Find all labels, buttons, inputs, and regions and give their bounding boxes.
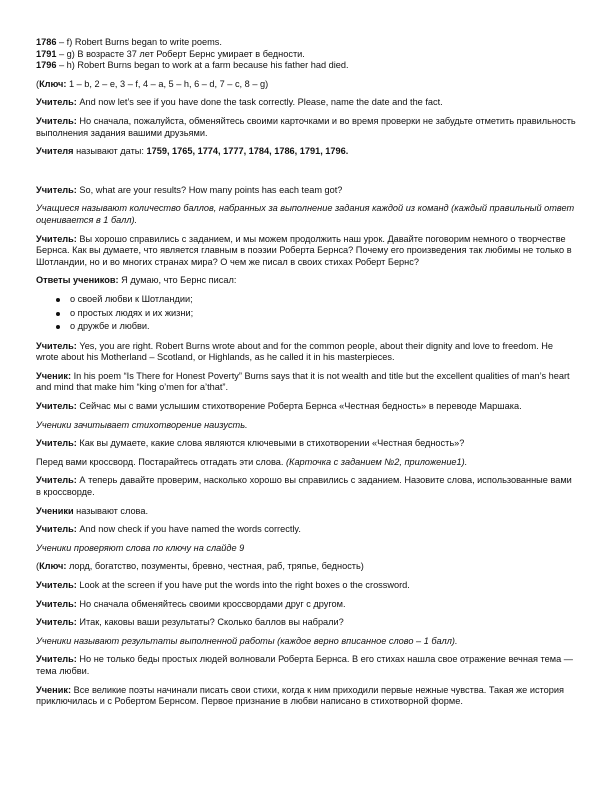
students-line: Ученики называют слова. (36, 505, 149, 516)
teacher-line: Учитель: Но сначала, пожалуйста, обменяйтесь своими карточками и во время проверки не забудьте отметить правильность выполнения задания вашими друзьями. (36, 115, 576, 138)
date-line-1786 (36, 37, 578, 49)
date-fact: – h) Robert Burns began to work at a farm because his father had died. (56, 60, 349, 71)
students-answer-line: Ответы учеников: Я думаю, что Бернс писал: (36, 275, 237, 286)
key-label: Ключ: (39, 561, 67, 572)
bullet-list (36, 294, 578, 333)
stage-direction: Ученики проверяют слова по ключу на слайде 9 (36, 542, 245, 553)
speaker-label: Учитель: (36, 580, 77, 590)
date-line-1796 (36, 60, 578, 72)
stage-direction: Ученики зачитывает стихотворение наизусть. (36, 419, 248, 430)
speaker-label: Учитель: (36, 97, 77, 108)
teacher-line: Учитель: So, what are your results? How many points has each team got? (36, 184, 343, 195)
speaker-label: Ответы учеников: (36, 275, 119, 286)
instruction-line: Перед вами кроссворд. Постарайтесь отгадать эти слова. (Карточка с заданием №2, приложение1). (36, 456, 468, 467)
card-reference: (Карточка с заданием №2, приложение1). (285, 456, 468, 467)
teacher-line: Учитель: А теперь давайте проверим, насколько хорошо вы справились с заданием. Назовите слова, использованные вами в кроссворде. (36, 475, 572, 498)
speaker-label: Учитель: (36, 598, 77, 609)
speaker-label: Учитель: (36, 617, 77, 628)
student-line: Ученик: Все великие поэты начинали писать свои стихи, когда к ним приходили первые нежные чувства. Такая же история приключилась и с Робертом Бернсом. Первое признание в любви написано в стихотворной форме. (36, 684, 564, 707)
date-year: 1796 (36, 60, 57, 71)
speaker-label: Учитель: (36, 184, 77, 195)
list-item: о своей любви к Шотландии; (70, 294, 578, 306)
speaker-label: Ученики (36, 505, 74, 516)
date-line-1791 (36, 49, 578, 61)
date-fact: – f) Robert Burns began to write poems. (56, 37, 222, 47)
speaker-label: Учителя (36, 146, 74, 157)
speaker-label: Учитель: (36, 654, 77, 665)
speaker-label: Ученик: (36, 370, 72, 381)
teacher-line: Учитель: Но сначала обменяйтесь своими кроссвордами друг с другом. (36, 598, 346, 609)
speaker-label: Учитель: (36, 475, 77, 486)
stage-direction: Ученики называют результаты выполненной работы (каждое верно вписанное слово – 1 балл). (36, 635, 458, 646)
answer-key-2: (Ключ: лорд, богатство, позументы, бревно, честная, раб, тряпье, бедность) (36, 561, 364, 572)
speaker-label: Учитель: (36, 233, 77, 244)
speaker-label: Учитель: (36, 340, 77, 351)
dates-list: 1759, 1765, 1774, 1777, 1784, 1786, 1791, 1796. (146, 146, 349, 157)
date-year: 1786 (36, 37, 57, 47)
section-gap (36, 165, 578, 185)
teacher-line: Учитель: And now let’s see if you have done the task correctly. Please, name the date and the fact. (36, 97, 443, 108)
speaker-label: Учитель: (36, 401, 77, 412)
teacher-line: Учитель: And now check if you have named the words correctly. (36, 524, 301, 535)
speaker-label: Учитель: (36, 115, 77, 126)
list-item: о простых людях и их жизни; (70, 308, 578, 320)
list-item: о дружбе и любви. (70, 321, 578, 333)
date-year: 1791 (36, 48, 57, 59)
teacher-line: Учитель: Но не только беды простых людей волновали Роберта Бернса. В его стихах нашла свое отражение вечная тема — тема любви. (36, 654, 573, 676)
teacher-line: Учитель: Look at the screen if you have put the words into the right boxes o the crossword. (36, 580, 410, 590)
teacher-line: Учитель: Сейчас мы с вами услышим стихотворение Роберта Бернса «Честная бедность» в переводе Маршака. (36, 401, 522, 412)
answer-key-1: (Ключ: 1 – b, 2 – e, 3 – f, 4 – a, 5 – h, 6 – d, 7 – c, 8 – g) (36, 78, 269, 89)
stage-direction: Учащиеся называют количество баллов, набранных за выполнение задания каждой из команд (каждый правильный ответ оценивается в 1 балл). (36, 203, 575, 225)
teacher-line: Учитель: Вы хорошо справились с заданием, и мы можем продолжить наш урок. Давайте поговорим немного о творчестве Бернса. Как вы думаете, что является главным в поэзии Роберта Бернса? Почему его произведения так любимы не только в Шотландии, но и во многих странах мира? О чем же писал в своих стихах Роберт Бернс? (36, 233, 572, 267)
speaker-label: Учитель: (36, 438, 77, 449)
teacher-line: Учитель: Как вы думаете, какие слова являются ключевыми в стихотворении «Честная бедность»? (36, 438, 465, 449)
speaker-label: Ученик: (36, 684, 72, 695)
teachers-dates-line: Учителя называют даты: 1759, 1765, 1774, 1777, 1784, 1786, 1791, 1796. (36, 146, 349, 157)
date-fact: – g) В возрасте 37 лет Роберт Бернс умирает в бедности. (56, 48, 305, 59)
teacher-line: Учитель: Yes, you are right. Robert Burns wrote about and for the common people, about their dignity and love to freedom. He wrote about his Motherland – Scotland, or Highlands, as he called it in his masterpieces. (36, 340, 554, 363)
key-label: Ключ: (39, 78, 67, 89)
teacher-line: Учитель: Итак, каковы ваши результаты? Сколько баллов вы набрали? (36, 617, 344, 628)
speaker-label: Учитель: (36, 524, 77, 535)
student-line: Ученик: In his poem “Is There for Honest Poverty” Burns says that it is not wealth and title but the excellent qualities of man’s heart and mind that make him “king o’men for a’that”. (36, 370, 570, 393)
